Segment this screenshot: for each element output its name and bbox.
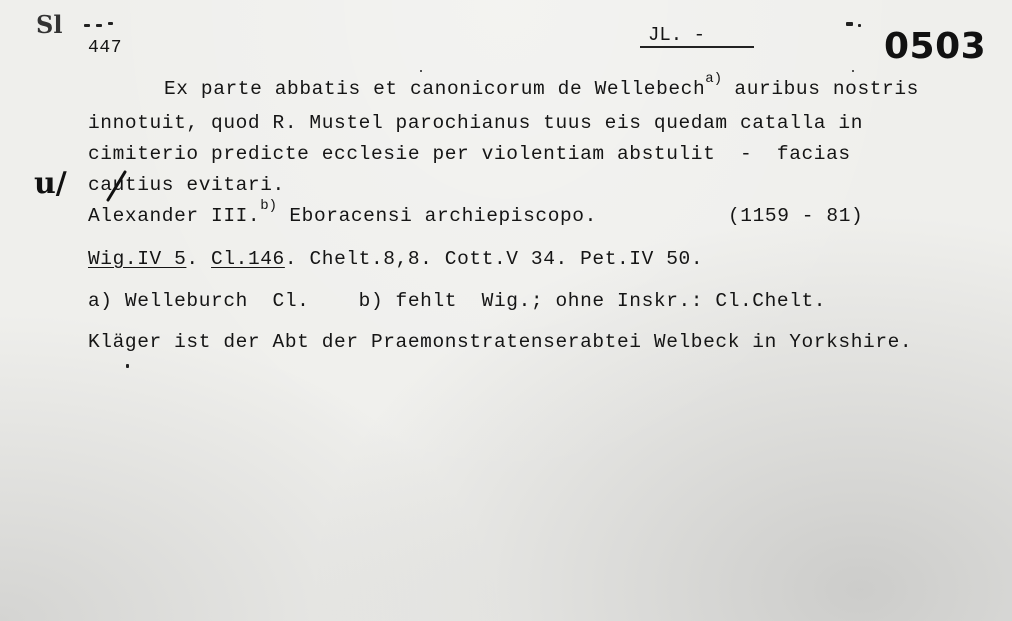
ink-speck [858,24,861,27]
ink-speck [846,22,853,26]
card-number: 447 [88,38,123,58]
paragraph-line-1: Ex parte abbatis et canonicorum de Wellebech$^{a)}$ auribus nostris [164,71,919,100]
sources-line: Wig.IV 5. Cl.146. Chelt.8,8. Cott.V 34. Pet.IV 50. [88,248,704,270]
recipient: Eboracensi archiepiscopo. [289,205,597,227]
paragraph-line-2: innotuit, quod R. Mustel parochianus tuus eis quedam catalla in [88,112,864,134]
handwritten-strike-mark [104,170,130,202]
source-wig: Wig.IV 5 [88,248,187,270]
ink-speck [420,70,422,72]
paragraph-line-4: cautius evitari. [88,174,285,196]
ink-speck [852,70,854,72]
footnote-a-marker: a) [705,71,723,87]
scribble-mark [108,22,113,25]
paragraph-line-3: cimiterio predicte ecclesie per violentiam abstulit - facias [88,143,851,165]
jl-underline [640,46,754,48]
remark-line: Kläger ist der Abt der Praemonstratenserabtei Welbeck in Yorkshire. [88,331,913,353]
sender-line: Alexander III.$^{b)}$ Eboracensi archiepiscopo. [88,198,597,227]
source-cl: Cl.146 [211,248,285,270]
date-range: (1159 - 81) [728,205,864,227]
corner-scribble: Sl [36,10,63,39]
variant-notes: a) Welleburch Cl. b) fehlt Wig.; ohne Inskr.: Cl.Chelt. [88,290,827,312]
jl-reference: JL. - [648,24,706,46]
margin-note: u/ [34,166,67,201]
scribble-mark [84,24,90,27]
footnote-b-marker: b) [260,198,278,214]
scribble-mark [96,24,102,27]
stamp-number: 0503 [884,26,987,67]
ink-speck [126,364,129,368]
